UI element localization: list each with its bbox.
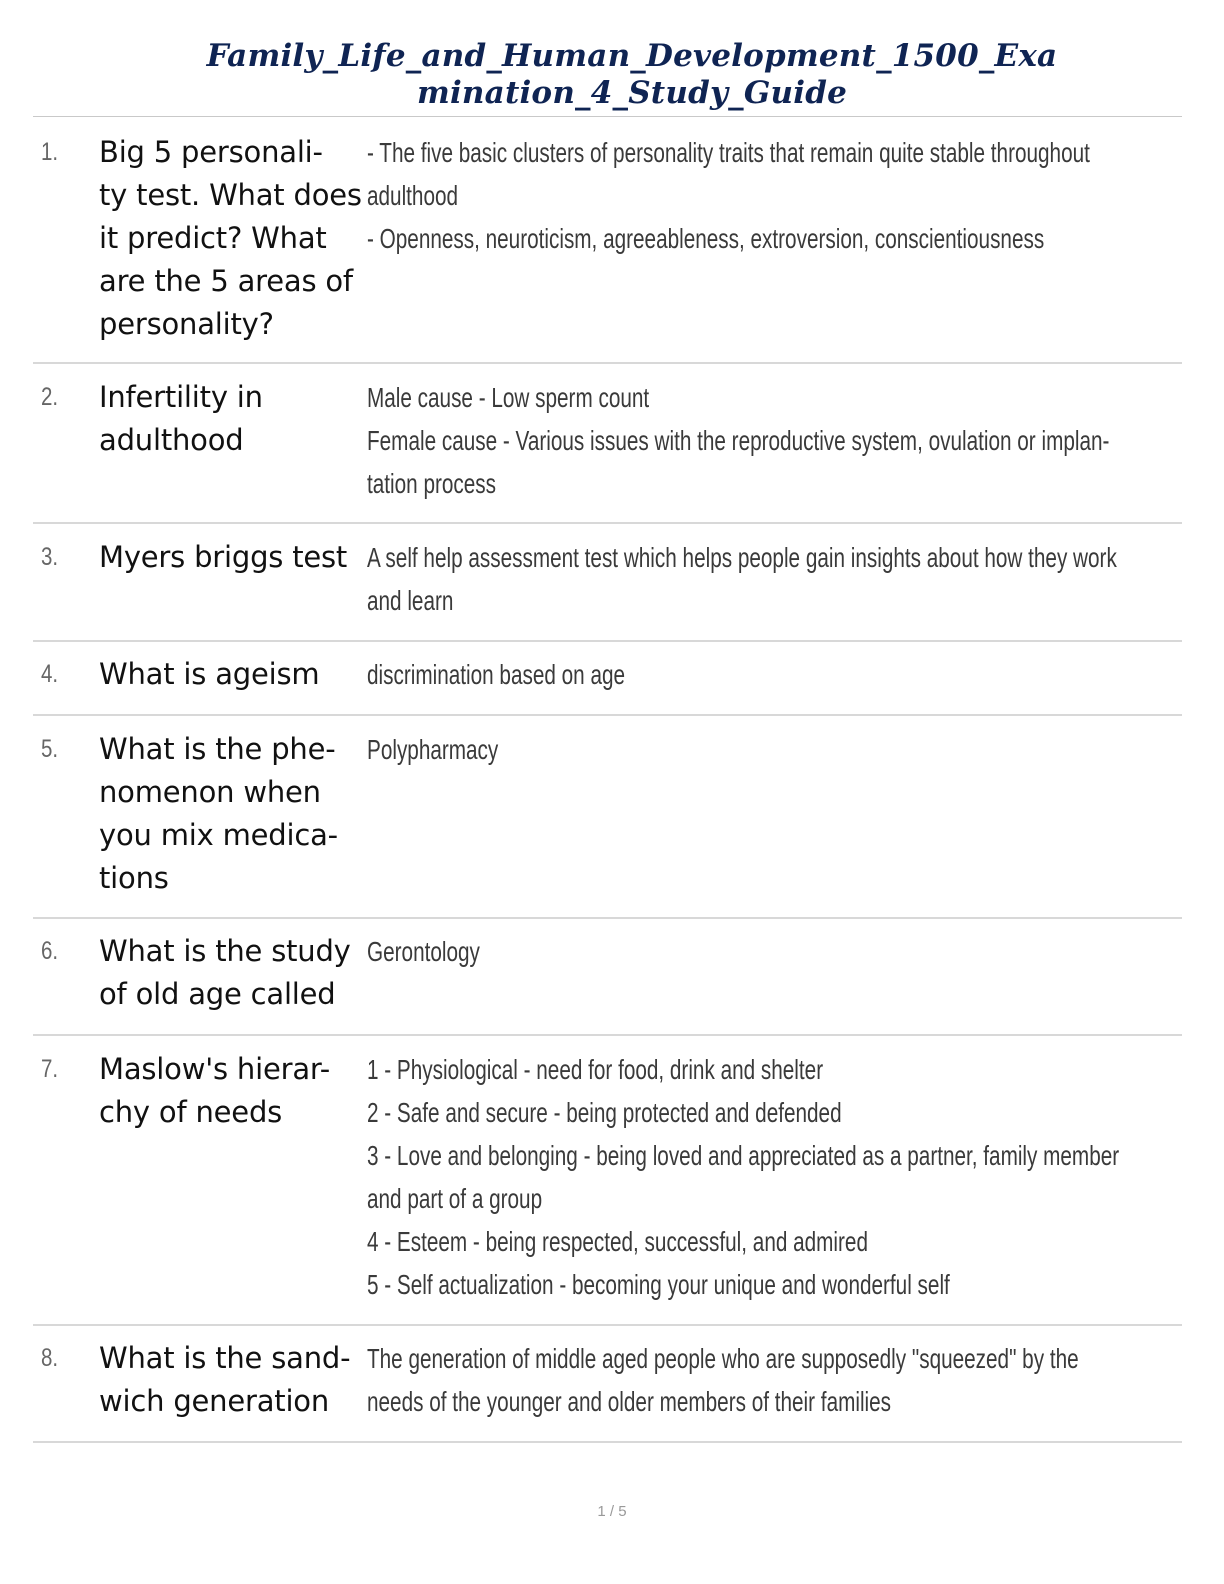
definition-line: 2 - Safe and secure - being protected and defended — [367, 1097, 842, 1128]
term-line: What is the phe- — [99, 732, 336, 766]
definition-line: - Openness, neuroticism, agreeableness, extroversion, conscientiousness — [367, 223, 1045, 254]
card-term — [99, 728, 365, 900]
flashcard-2 — [33, 376, 1182, 524]
definition-line: Female cause - Various issues with the reproductive system, ovulation or implan- — [367, 425, 1110, 456]
term-line: chy of needs — [99, 1095, 283, 1129]
card-term — [99, 653, 365, 696]
definition-line: The generation of middle aged people who are supposedly "squeezed" by the — [367, 1343, 1079, 1374]
definition-line: Polypharmacy — [367, 734, 499, 765]
card-number: 2. — [41, 383, 59, 411]
definition-line: Gerontology — [367, 936, 480, 967]
definition-line: 1 - Physiological - need for food, drink and shelter — [367, 1054, 824, 1085]
page-number: 1 / 5 — [597, 1503, 627, 1520]
term-line: you mix medica- — [99, 818, 338, 852]
document-title-line-1: Family_Life_and_Human_Development_1500_Exa — [206, 38, 1058, 74]
term-line: What is the sand- — [99, 1341, 351, 1375]
card-definition — [367, 728, 1177, 771]
definition-line: A self help assessment test which helps people gain insights about how they work — [367, 542, 1117, 573]
term-line: Myers briggs test — [99, 540, 348, 574]
term-line: are the 5 areas of — [99, 264, 353, 298]
document-title — [120, 38, 1144, 112]
definition-line: and part of a group — [367, 1183, 543, 1214]
flashcard-1 — [33, 131, 1182, 364]
document-title-line-2: mination_4_Study_Guide — [416, 75, 848, 111]
card-number: 4. — [41, 660, 59, 688]
card-term — [99, 536, 365, 579]
term-line: ty test. What does — [99, 178, 362, 212]
term-line: it predict? What — [99, 221, 327, 255]
term-line: wich generation — [99, 1384, 330, 1418]
card-number: 3. — [41, 543, 59, 571]
card-definition — [367, 131, 1177, 260]
definition-line: tation process — [367, 468, 497, 499]
term-line: Big 5 personali- — [99, 135, 323, 169]
card-term — [99, 376, 365, 462]
definition-line: - The five basic clusters of personality traits that remain quite stable throughout — [367, 137, 1090, 168]
card-number: 7. — [41, 1055, 59, 1083]
flashcard-8 — [33, 1337, 1182, 1443]
term-line: tions — [99, 861, 169, 895]
card-term — [99, 131, 365, 346]
card-definition — [367, 653, 1177, 696]
flashcard-7 — [33, 1048, 1182, 1326]
card-definition — [367, 536, 1177, 622]
card-definition — [367, 376, 1177, 505]
flashcard-3 — [33, 536, 1182, 642]
flashcard-5 — [33, 728, 1182, 919]
term-line: Infertility in — [99, 380, 263, 414]
definition-line: adulthood — [367, 180, 459, 211]
term-line: Maslow's hierar- — [99, 1052, 331, 1086]
card-number: 6. — [41, 937, 59, 965]
term-line: personality? — [99, 307, 274, 341]
card-definition — [367, 1337, 1177, 1423]
flashcard-4 — [33, 653, 1182, 716]
definition-line: Male cause - Low sperm count — [367, 382, 650, 413]
card-definition — [367, 930, 1177, 973]
card-definition — [367, 1048, 1177, 1306]
definition-line: and learn — [367, 585, 454, 616]
title-divider — [33, 116, 1182, 117]
definition-line: 3 - Love and belonging - being loved and appreciated as a partner, family member — [367, 1140, 1120, 1171]
term-line: nomenon when — [99, 775, 321, 809]
term-line: of old age called — [99, 977, 336, 1011]
card-term — [99, 1337, 365, 1423]
card-term — [99, 1048, 365, 1134]
definition-line: discrimination based on age — [367, 659, 626, 690]
term-line: What is ageism — [99, 657, 320, 691]
card-number: 5. — [41, 735, 59, 763]
card-number: 1. — [41, 138, 59, 166]
card-number: 8. — [41, 1344, 59, 1372]
term-line: adulthood — [99, 423, 244, 457]
term-line: What is the study — [99, 934, 351, 968]
definition-line: needs of the younger and older members of their families — [367, 1386, 892, 1417]
definition-line: 4 - Esteem - being respected, successful, and admired — [367, 1226, 868, 1257]
flashcard-6 — [33, 930, 1182, 1036]
definition-line: 5 - Self actualization - becoming your unique and wonderful self — [367, 1269, 950, 1300]
card-term — [99, 930, 365, 1016]
